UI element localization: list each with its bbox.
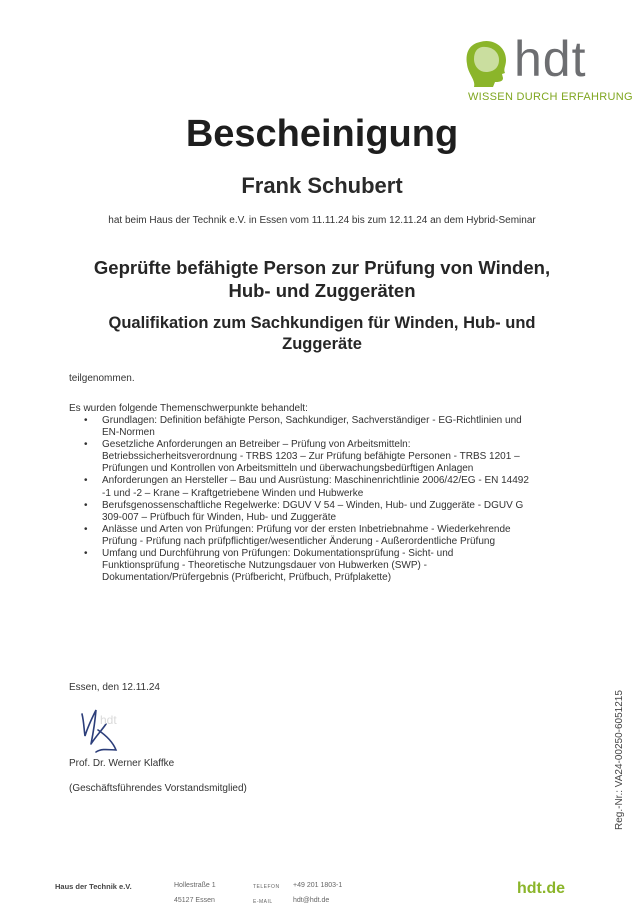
list-item-line: Betriebssicherheitsverordnung - TRBS 1203 – Zur Prüfung befähigte Personen - TRBS 1201 – [102,451,520,463]
footer-city: 45127 Essen [174,897,215,904]
recipient-name: Frank Schubert [241,173,403,198]
footer-street: Hollestraße 1 [174,882,216,889]
certificate-title: Bescheinigung [185,113,459,155]
bullet-icon: • [84,439,88,451]
head-silhouette-icon [462,38,512,88]
svg-text:hdt: hdt [100,713,117,727]
intro-text: hat beim Haus der Technik e.V. in Essen vom 11.11.24 bis zum 12.11.24 an dem Hybrid-Seminar [108,215,536,226]
bullet-icon: • [84,475,88,487]
list-item-line: Anforderungen an Hersteller – Bau und Ausrüstung: Maschinenrichtlinie 2006/42/EG - EN 14492 [102,475,529,487]
list-item-line: Umfang und Durchführung von Prüfungen: Dokumentationsprüfung - Sicht- und [102,548,454,560]
list-item-line: Prüfungen und Kontrollen von Arbeitsmitteln und überwachungsbedürftigen Anlagen [102,463,474,475]
registration-number: Reg.-Nr.: VA24-00250-6051215 [614,690,625,830]
list-item-line: -1 und -2 – Krane – Kraftgetriebene Winden und Hubwerke [102,487,364,499]
footer-tel: +49 201 1803-1 [293,882,343,889]
seminar-title-line: Hub- und Zuggeräten [228,280,416,301]
bullet-icon: • [84,548,88,560]
list-item [69,500,579,524]
list-item-line: EN-Normen [102,427,155,439]
qualification-title-line: Qualifikation zum Sachkundigen für Winden, Hub- und [108,314,536,332]
list-item-line: Funktionsprüfung - Theoretische Nutzungsdauer von Hubwerken (SWP) - [102,560,427,572]
logo-tagline: WISSEN DURCH ERFAHRUNG [468,91,633,103]
footer-mail-label: E-MAIL [253,899,273,905]
footer-mail: hdt@hdt.de [293,897,330,904]
list-item [69,548,579,584]
list-item-line: Anlässe und Arten von Prüfungen: Prüfung vor der ersten Inbetriebnahme - Wiederkehrende [102,523,511,535]
qualification-title [70,313,574,355]
bullet-icon: • [84,523,88,535]
list-item [69,524,579,548]
signer-role: (Geschäftsführendes Vorstandsmitglied) [69,783,247,794]
footer-company: Haus der Technik e.V. [55,882,132,891]
bullet-icon: • [84,415,88,426]
hdt-logo [462,31,633,104]
place-date: Essen, den 12.11.24 [69,682,160,693]
signer-name: Prof. Dr. Werner Klaffke [69,758,175,769]
seminar-title [60,256,584,302]
list-item-line: Dokumentation/Prüfergebnis (Prüfbericht, Prüfbuch, Prüfplakette) [102,572,392,584]
list-item-line: Grundlagen: Definition befähigte Person, Sachkundiger, Sachverständiger - EG-Richtlinien und [102,415,522,426]
list-item [69,415,579,439]
list-item-line: Berufsgenossenschaftliche Regelwerke: DGUV V 54 – Winden, Hub- und Zuggeräte - DGUV G [102,499,524,511]
list-item-line: Prüfung - Prüfung nach prüfpflichtiger/wesentlicher Änderung - Außerordentliche Prüfung [102,535,496,547]
footer-tel-label: TELEFON [253,884,280,890]
list-item [69,475,579,499]
logo-wordmark: hdt [514,31,587,87]
bullet-icon: • [84,499,88,511]
signature-icon [76,700,136,758]
qualification-title-line: Zuggeräte [282,335,362,353]
seminar-title-line: Geprüfte befähigte Person zur Prüfung von Winden, [93,257,551,278]
participated-text: teilgenommen. [69,373,135,384]
topics-heading: Es wurden folgende Themenschwerpunkte behandelt: [69,403,308,414]
list-item-line: 309-007 – Prüfbuch für Winden, Hub- und Zuggeräte [102,511,337,523]
list-item-line: Gesetzliche Anforderungen an Betreiber – Prüfung von Arbeitsmitteln: [102,439,411,451]
list-item [69,439,579,475]
topics-list [69,415,579,584]
footer-website: hdt.de [517,880,565,897]
